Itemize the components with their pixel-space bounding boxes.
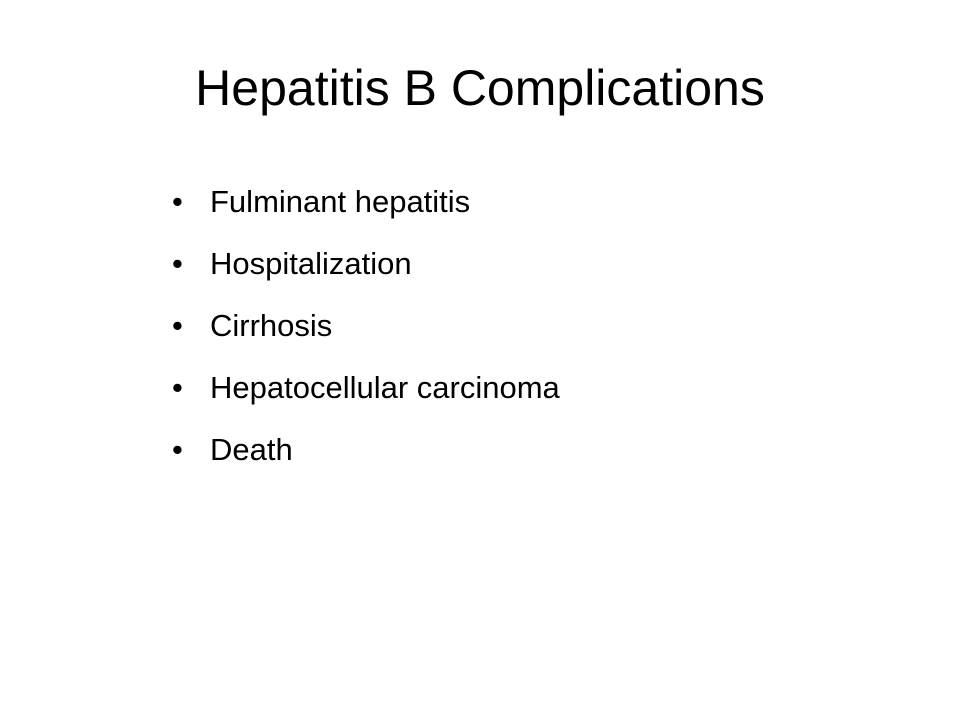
bullet-dot: • xyxy=(172,246,183,281)
list-item-label: Hospitalization xyxy=(210,246,412,281)
list-item-hepatocellular-carcinoma xyxy=(172,360,560,422)
list-item-fulminant-hepatitis xyxy=(172,174,560,236)
list-item-label: Fulminant hepatitis xyxy=(210,184,471,219)
list-item-death xyxy=(172,422,560,484)
bullet-list xyxy=(172,174,560,484)
list-item-label: Cirrhosis xyxy=(210,308,333,343)
list-item-hospitalization xyxy=(172,236,560,298)
bullet-dot: • xyxy=(172,184,183,219)
slide-title: Hepatitis B Complications xyxy=(195,60,765,116)
list-item-cirrhosis xyxy=(172,298,560,360)
list-item-label: Death xyxy=(210,432,293,467)
bullet-dot: • xyxy=(172,308,183,343)
bullet-dot: • xyxy=(172,432,183,467)
bullet-dot: • xyxy=(172,370,183,405)
list-item-label: Hepatocellular carcinoma xyxy=(210,370,560,405)
